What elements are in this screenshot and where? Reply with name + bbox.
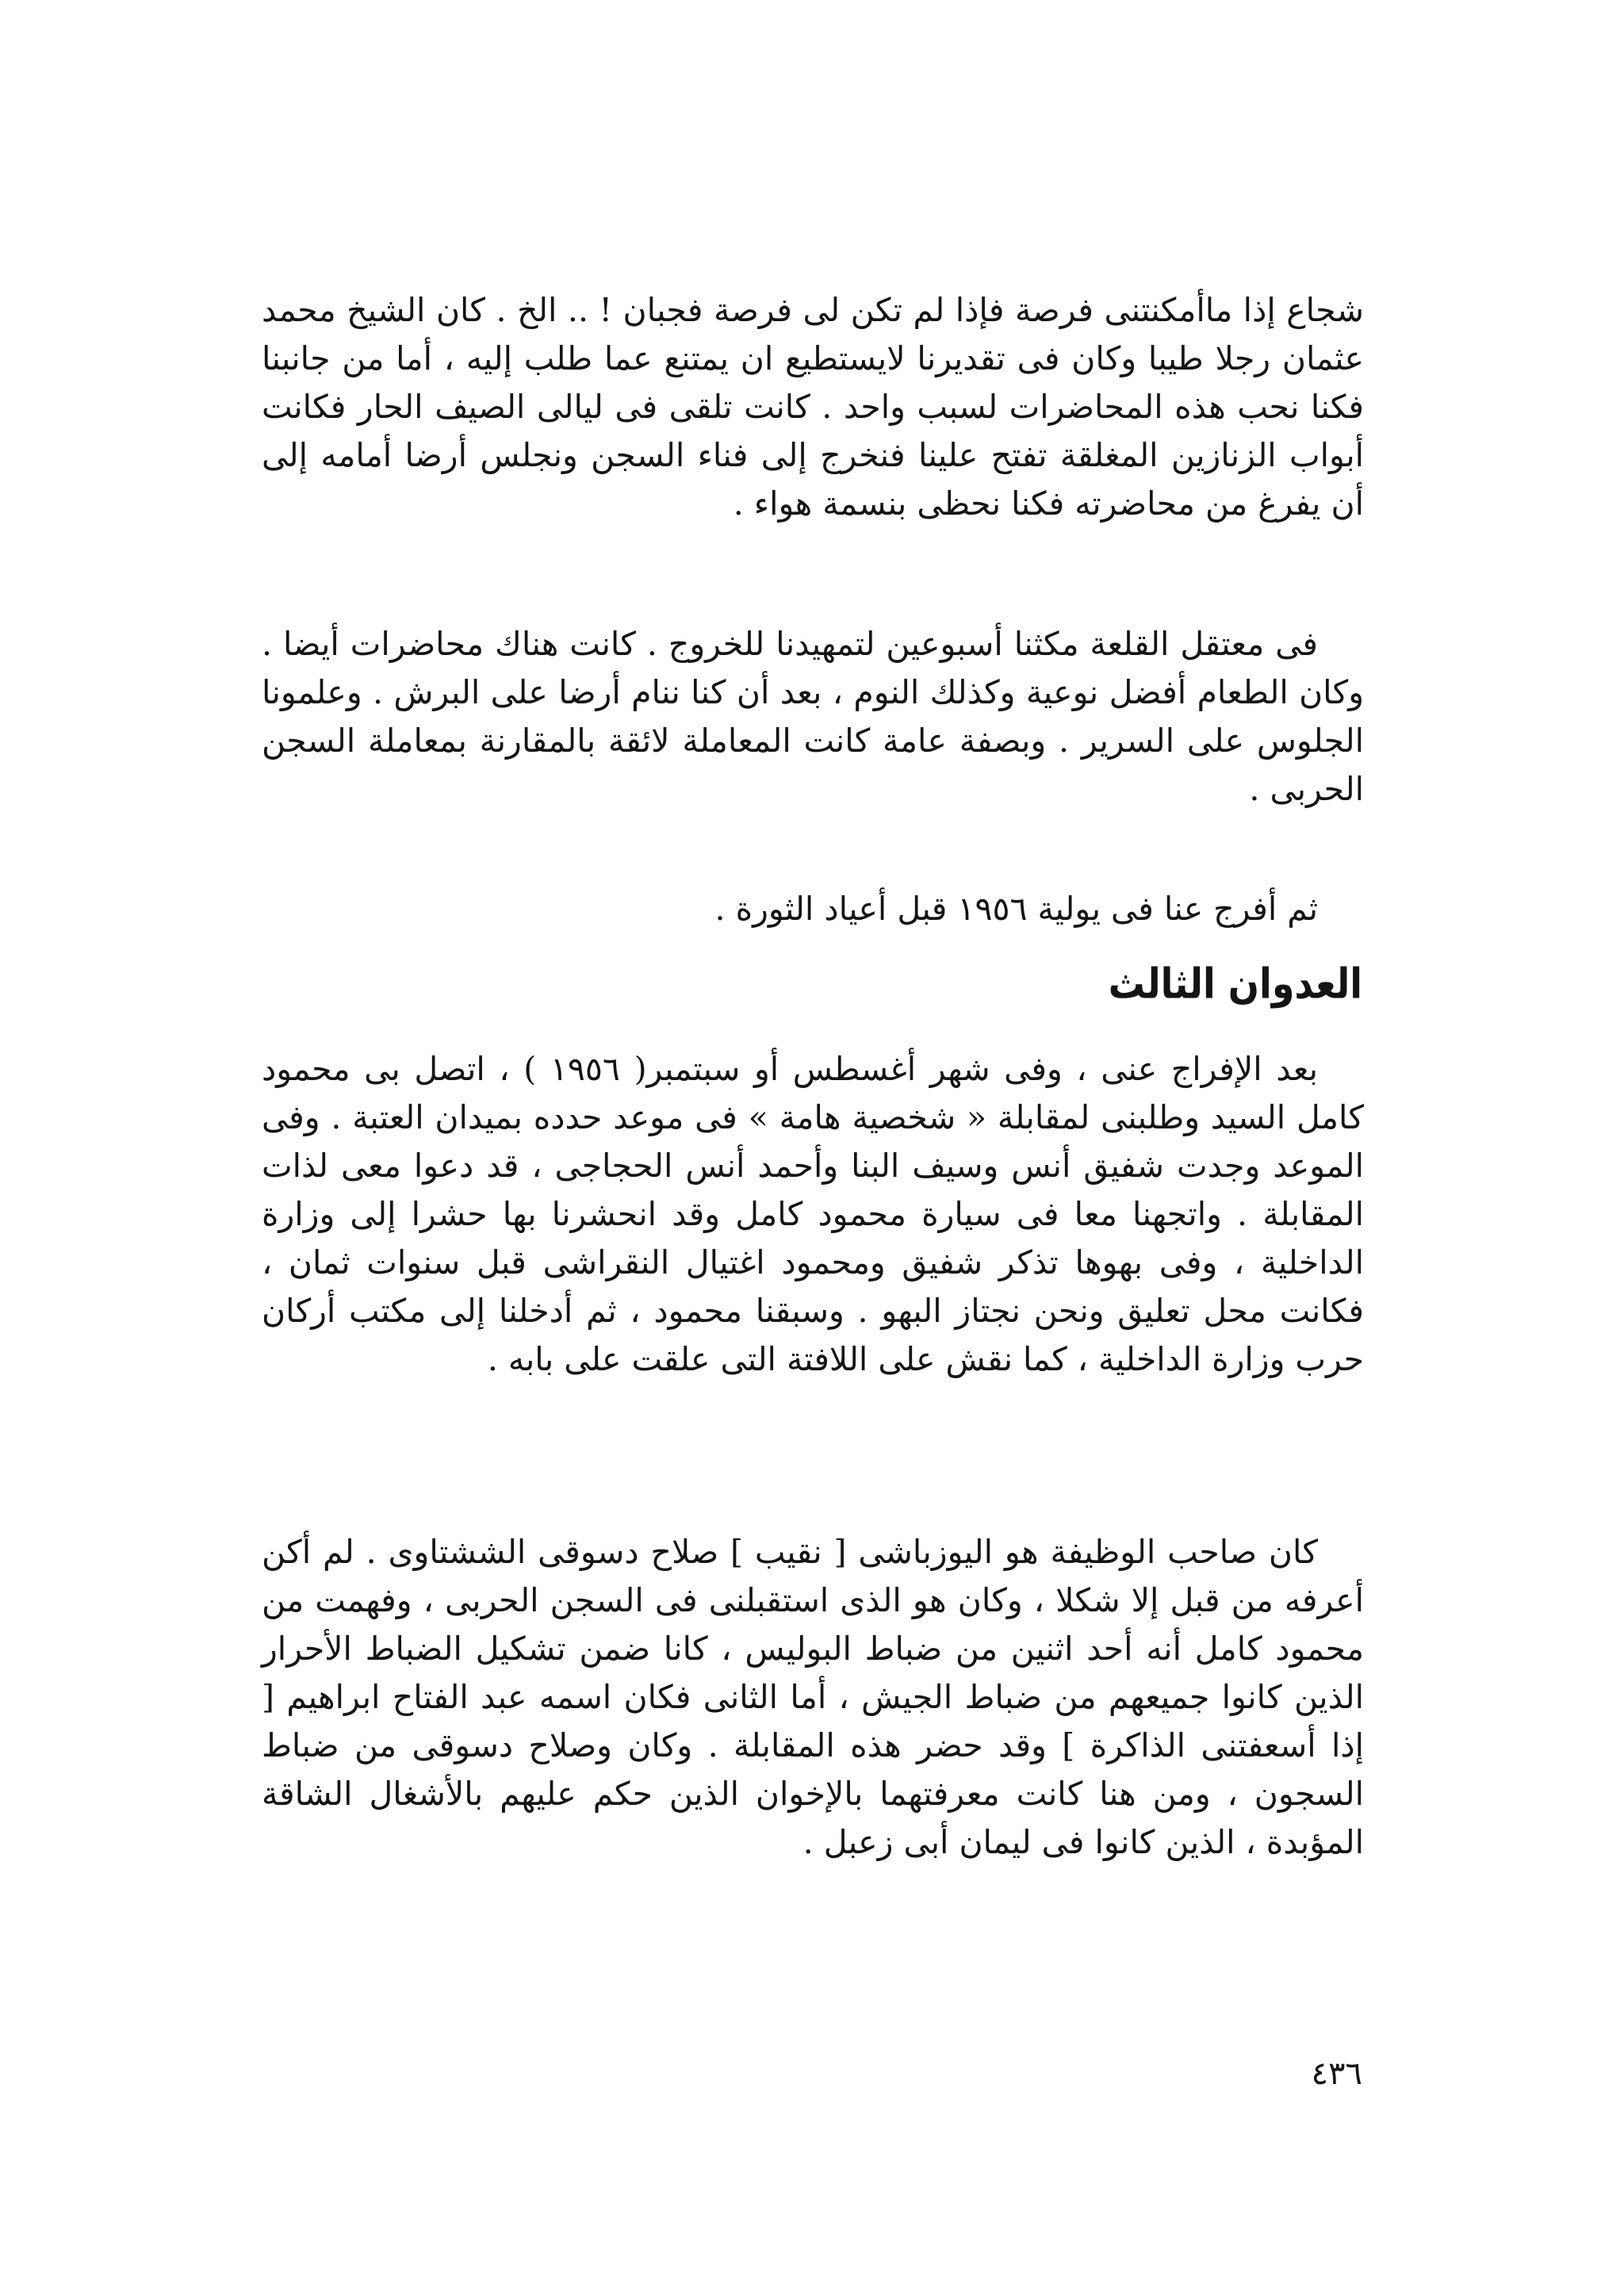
paragraph-5 <box>262 1528 1364 1867</box>
paragraph-4-text: بعد الإفراج عنى ، وفى شهر أغسطس أو سبتمبر( ١٩٥٦ ) ، اتصل بى محمود كامل السيد وطلبنى لمقابلة « شخصية هامة » فى موعد حدده بميدان العتبة . وفى الموعد وجدت شفيق أنس وسيف البنا وأحمد أنس الحجاجى ، قد دعوا معى لذات المقابلة . واتجهنا معا فى سيارة محمود كامل وقد انحشرنا بها حشرا إلى وزارة الداخلية ، وفى بهوها تذكر شفيق ومحمود اغتيال النقراشى قبل سنوات ثمان ، فكانت محل تعليق ونحن نجتاز البهو . وسبقنا محمود ، ثم أدخلنا إلى مكتب أركان حرب وزارة الداخلية ، كما نقش على اللافتة التى علقت على بابه . <box>262 1050 1364 1378</box>
paragraph-1 <box>262 286 1364 528</box>
paragraph-3 <box>262 885 1364 933</box>
paragraph-4 <box>262 1045 1364 1384</box>
paragraph-1-text: شجاع إذا ماأمكنتنى فرصة فإذا لم تكن لى فرصة فجبان ! .. الخ . كان الشيخ محمد عثمان رجلا طيبا وكان فى تقديرنا لايستطيع ان يمتنع عما طلب إليه ، أما من جانبنا فكنا نحب هذه المحاضرات لسبب واحد . كانت تلقى فى ليالى الصيف الحار فكانت أبواب الزنازين المغلقة تفتح علينا فنخرج إلى فناء السجن ونجلس أرضا أمامه إلى أن يفرغ من محاضرته فكنا نحظى بنسمة هواء . <box>262 291 1364 523</box>
page-number: ٤٣٦ <box>1311 2055 1362 2092</box>
paragraph-2-text: فى معتقل القلعة مكثنا أسبوعين لتمهيدنا للخروج . كانت هناك محاضرات أيضا . وكان الطعام أفضل نوعية وكذلك النوم ، بعد أن كنا ننام أرضا على البرش . وعلمونا الجلوس على السرير . وبصفة عامة كانت المعاملة لائقة بالمقارنة بمعاملة السجن الحربى . <box>262 625 1364 808</box>
paragraph-2 <box>262 620 1364 814</box>
section-heading: العدوان الثالث <box>1108 959 1362 1009</box>
paragraph-5-text: كان صاحب الوظيفة هو اليوزباشى [ نقيب ] صلاح دسوقى الششتاوى . لم أكن أعرفه من قبل إلا شكلا ، وكان هو الذى استقبلنى فى السجن الحربى ، وفهمت من محمود كامل أنه أحد اثنين من ضباط البوليس ، كانا ضمن تشكيل الضباط الأحرار الذين كانوا جميعهم من ضباط الجيش ، أما الثانى فكان اسمه عبد الفتاح ابراهيم [ إذا أسعفتنى الذاكرة ] وقد حضر هذه المقابلة . وكان وصلاح دسوقى من ضباط السجون ، ومن هنا كانت معرفتهما بالإخوان الذين حكم عليهم بالأشغال الشاقة المؤبدة ، الذين كانوا فى ليمان أبى زعبل . <box>262 1533 1364 1861</box>
paragraph-3-text: ثم أفرج عنا فى يولية ١٩٥٦ قبل أعياد الثورة . <box>714 890 1318 928</box>
